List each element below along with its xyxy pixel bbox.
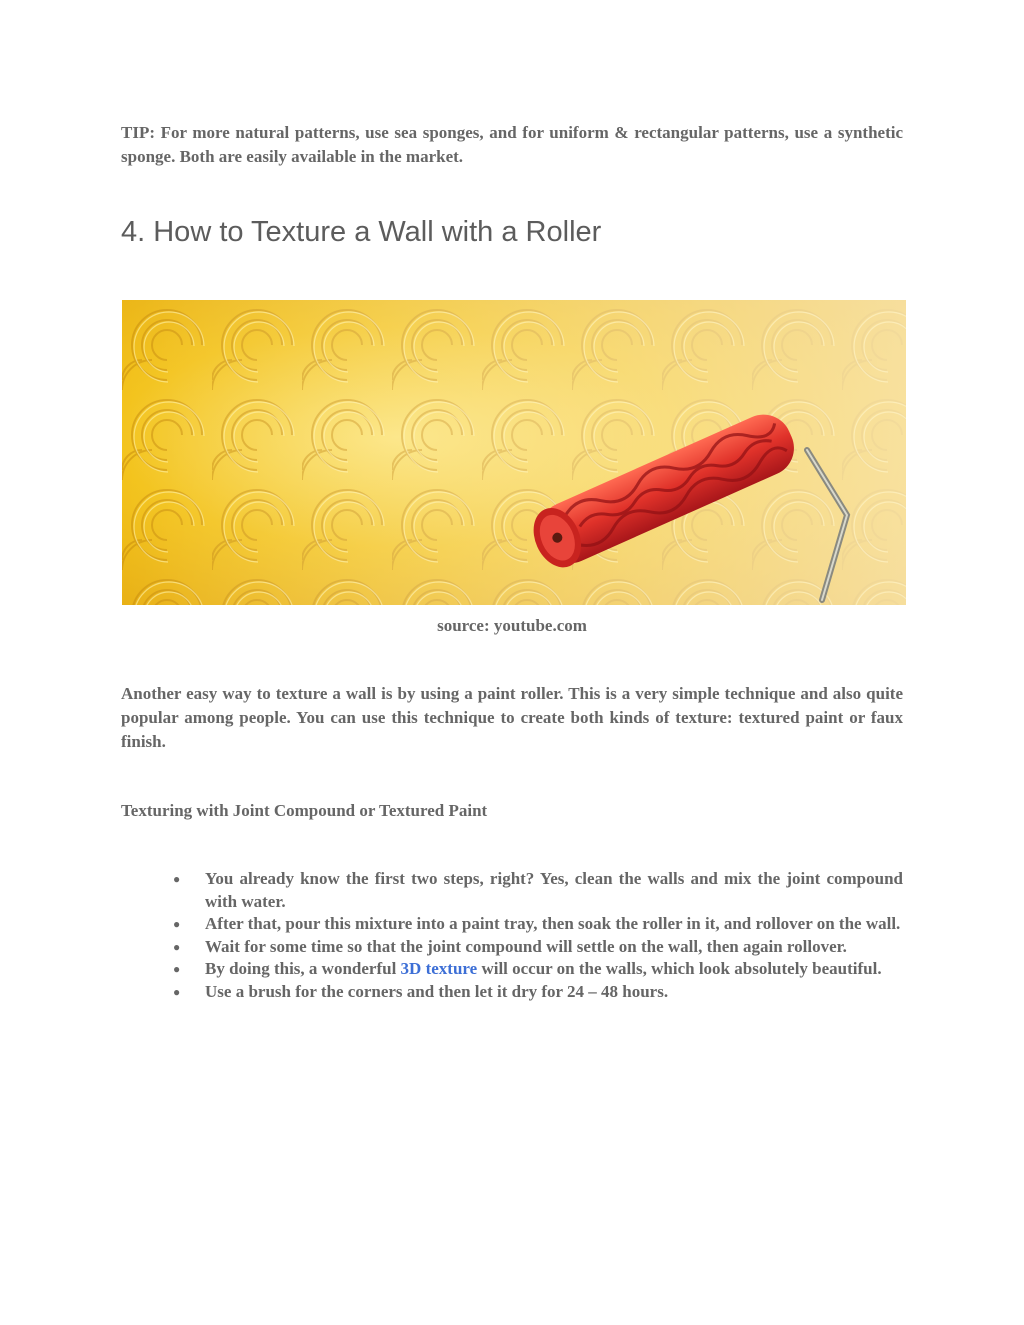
image-caption: source: youtube.com [437, 616, 587, 635]
textured-wall-paint-roller-photo [122, 300, 906, 605]
list-item-text: Use a brush for the corners and then let it dry for 24 – 48 hours. [205, 981, 669, 1001]
bullet-icon: ● [173, 962, 181, 976]
list-item [121, 958, 903, 981]
intro-paragraph: Another easy way to texture a wall is by using a paint roller. This is a very simple technique and also quite popular among people. You can use this technique to create both kinds of texture: textured paint or faux finish. [121, 684, 903, 751]
list-item [121, 868, 903, 913]
list-item [121, 936, 903, 959]
bullet-icon: ● [173, 939, 181, 954]
subheading: Texturing with Joint Compound or Textured Paint [121, 801, 488, 820]
list-item [121, 913, 903, 936]
bullet-icon: ● [173, 872, 181, 886]
list-item-text: Wait for some time so that the joint compound will settle on the wall, then again rollover. [205, 936, 847, 956]
list-item-text-after: will occur on the walls, which look absolutely beautiful. [477, 959, 882, 978]
roller-texture-image [122, 300, 906, 605]
tip-paragraph: TIP: For more natural patterns, use sea sponges, and for uniform & rectangular patterns, use a synthetic sponge. Both are easily available in the market. [121, 123, 903, 166]
list-item [121, 981, 903, 1004]
list-item-text: After that, pour this mixture into a paint tray, then soak the roller in it, and rollover on the wall. [205, 914, 901, 933]
bullet-icon: ● [173, 917, 181, 931]
3d-texture-link[interactable]: 3D texture [400, 959, 478, 978]
section-heading: 4. How to Texture a Wall with a Roller [121, 216, 602, 248]
list-item-text: You already know the first two steps, right? Yes, clean the walls and mix the joint compound with water. [205, 869, 903, 911]
bullet-icon: ● [173, 984, 181, 999]
steps-list [121, 868, 903, 1003]
list-item-text-before: By doing this, a wonderful [205, 959, 401, 978]
